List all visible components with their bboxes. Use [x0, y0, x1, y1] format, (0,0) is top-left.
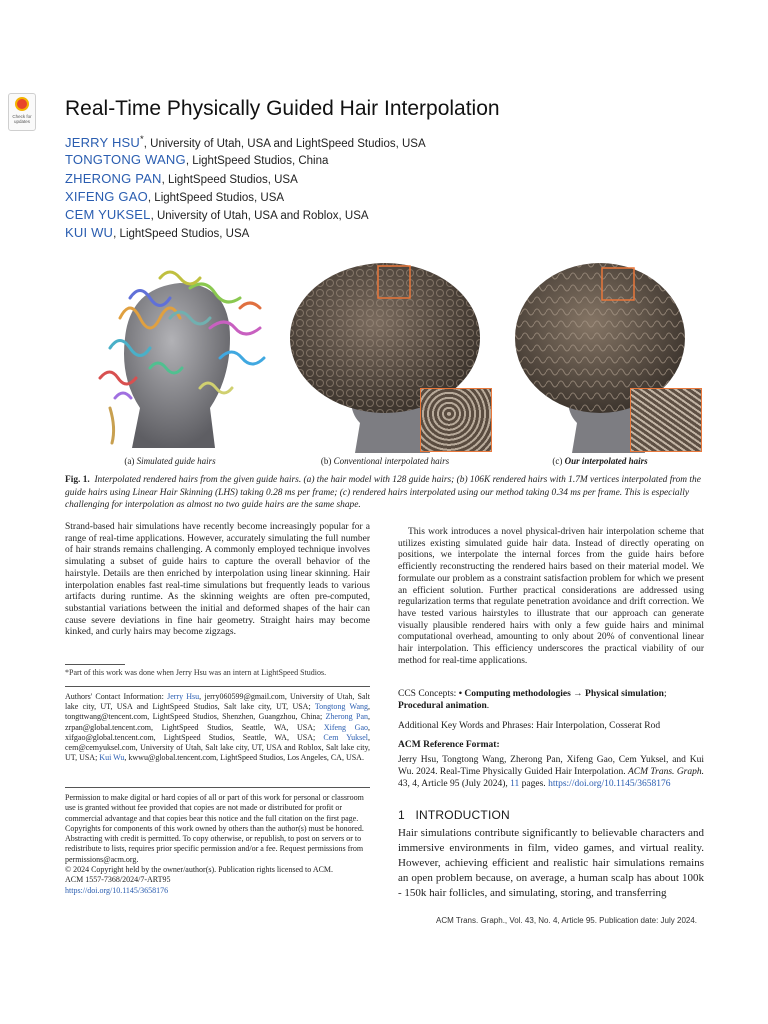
author-name[interactable]: TONGTONG WANG [65, 152, 186, 168]
panel-caption-c: (c) Our interpolated hairs [552, 456, 648, 466]
author-name[interactable]: CEM YUKSEL [65, 207, 151, 223]
contact-rule [65, 686, 370, 687]
section-heading: 1 INTRODUCTION [398, 808, 510, 822]
figure-panel-a [70, 258, 275, 453]
permission-block [65, 793, 370, 896]
keywords: Additional Key Words and Phrases: Hair Interpolation, Cosserat Rod [398, 721, 661, 731]
pages-link[interactable]: 11 [510, 779, 520, 789]
author-5 [65, 207, 426, 225]
contact-info: Authors' Contact Information: Jerry Hsu, jerry060599@gmail.com, University of Utah, Salt lake city, UT, USA and LightSpeed Studios, Salt lake city, UT, USA; Tongtong Wang, tongttwang@tencent.com, LightSpeed Studios, Shenzhen, Guangzhou, China; Zherong Pan, zrpan@global.tencent.com, LightSpeed Studios, Seattle, WA, USA; Xifeng Gao, xifgao@global.tencent.com, LightSpeed Studios, Seattle, WA, USA; Cem Yuksel, cem@cemyuksel.com, University of Utah, Salt lake city, UT, USA and Roblox, Salt lake city, UT, USA; Kui Wu, kwwu@global.tencent.com, LightSpeed Studios, Los Angeles, CA, USA. [65, 692, 370, 763]
issn-line: ACM 1557-7368/2024/7-ART95 [65, 875, 171, 885]
abstract-right: This work introduces a novel physical-driven hair interpolation scheme that utilizes existing simulated guide hair data. Instead of directly operating on positions, we interpolate the internal forces from the guide hairs before efficiently reconstructing the rendered hairs based on their material model. We formulate our problem as a constraint satisfaction problem for which we present an efficient solution. Further practical considerations are addressed using regularization terms that regulate penetration avoidance and drift correction. We have tested various hairstyles to illustrate that our approach can generate visually plausible rendered hairs with only a few guide hairs and minimal computational overhead, amounting to only about 20% of conventional linear hair interpolation. This efficiency underscores the practical viability of our method for real-time applications. [398, 527, 704, 666]
figure-panel-b [285, 258, 495, 453]
author-6 [65, 225, 426, 243]
panel-caption-b: (b) Conventional interpolated hairs [320, 456, 450, 466]
zoom-inset-b [420, 388, 492, 452]
author-2 [65, 152, 426, 170]
permission-text: Permission to make digital or hard copies of all or part of this work for personal or classroom use is granted without fee provided that copies are not made or distributed for profit or commercial advantage and that copies bear this notice and the full citation on the first page. Copyrights for components of this work owned by others than the author(s) must be honored. Abstracting with credit is permitted. To copy otherwise, or republish, to post on servers or to redistribute to lists, requires prior specific permission and/or a fee. Request permissions from permissions@acm.org. [65, 793, 364, 864]
author-affiliation: , LightSpeed Studios, USA [147, 191, 285, 204]
author-link[interactable]: Kui Wu [99, 753, 125, 763]
author-list [65, 134, 426, 244]
panel-caption-a: (a) Simulated guide hairs [124, 456, 216, 466]
author-3 [65, 171, 426, 189]
author-link[interactable]: Tongtong Wang [314, 702, 368, 712]
author-affiliation: , LightSpeed Studios, China [185, 155, 329, 168]
acm-reference-heading: ACM Reference Format: [398, 740, 500, 750]
author-mark: * [140, 134, 144, 145]
author-affiliation: , University of Utah, USA and LightSpeed Studios, USA [143, 137, 426, 150]
author-name[interactable]: KUI WU [65, 225, 114, 241]
permission-rule [65, 787, 370, 788]
figure-caption: Fig. 1. Interpolated rendered hairs from the given guide hairs. (a) the hair model with 128 guide hairs; (b) 106K rendered hairs with 1.7M vertices interpolated from the guide hairs using Linear Hair Skinning (LHS) taking 0.28 ms per frame; (c) rendered hairs interpolated using our method taking 0.34 ms per frame. This is especially challenging for interpolation as almost no two guide hairs are the same shape. [65, 475, 701, 511]
author-name[interactable]: XIFENG GAO [65, 188, 148, 204]
doi-link[interactable]: https://doi.org/10.1145/3658176 [65, 885, 169, 895]
page-footer: ACM Trans. Graph., Vol. 43, No. 4, Article 95. Publication date: July 2024. [436, 916, 698, 925]
author-1 [65, 134, 426, 152]
badge-label: Check for updates [12, 114, 32, 124]
abstract-left: Strand-based hair simulations have recently become increasingly popular for a range of real-time applications. However, accurately simulating the full number of hair strands remains challenging. A commonly employed technique involves simulating a subset of guide hairs to capture the overall behavior of the hairstyle. Details are then enriched by interpolation using linear skinning. Hair interpolation enables fast real-time simulations but frequently leads to various artifacts during runtime. As the skinning weights are often pre-computed, substantial variations between the initial and deformed shapes of the hair can cause severe deviations in fine hair geometry. Straight hairs may become kinked, and curly hairs may become zigzags. [65, 522, 370, 638]
introduction-text: Hair simulations contribute significantly to believable characters and immersive environments in film, video games, and virtual reality. However, achieving efficient and realistic hair simulations remains an open problem because, on average, a human scalp has about 100k - 150k hair follicles, and simulating, storing, and transferring [398, 827, 704, 899]
figure-panel-c [510, 258, 710, 453]
acm-reference: Jerry Hsu, Tongtong Wang, Zherong Pan, Xifeng Gao, Cem Yuksel, and Kui Wu. 2024. Real-Time Physically Guided Hair Interpolation. ACM Trans. Graph. 43, 4, Article 95 (July 2024), 11 pages. https://doi.org/10.1145/3658176 [398, 755, 705, 789]
paper-title: Real-Time Physically Guided Hair Interpolation [65, 97, 500, 120]
check-for-updates-badge[interactable] [8, 93, 36, 131]
author-name[interactable]: JERRY HSU [65, 134, 141, 150]
footnote: *Part of this work was done when Jerry Hsu was an intern at LightSpeed Studios. [65, 668, 327, 677]
author-affiliation: , University of Utah, USA and Roblox, USA [150, 210, 369, 223]
copyright-line: © 2024 Copyright held by the owner/author(s). Publication rights licensed to ACM. [65, 865, 334, 875]
author-name[interactable]: ZHERONG PAN [65, 170, 162, 186]
guide-hair-render [70, 258, 275, 453]
author-link[interactable]: Cem Yuksel [323, 732, 368, 742]
reference-doi-link[interactable]: https://doi.org/10.1145/3658176 [548, 779, 671, 789]
author-link[interactable]: Zherong Pan [325, 712, 368, 722]
ccs-concepts: CCS Concepts: • Computing methodologies → Physical simulation; Procedural animation. [398, 689, 667, 711]
footnote-rule [65, 664, 125, 665]
author-link[interactable]: Jerry Hsu [167, 692, 200, 701]
zoom-inset-c [630, 388, 702, 452]
author-4 [65, 189, 426, 207]
update-icon [15, 97, 29, 111]
author-affiliation: , LightSpeed Studios, USA [161, 173, 298, 186]
author-link[interactable]: Xifeng Gao [323, 722, 368, 732]
author-affiliation: , LightSpeed Studios, USA [113, 228, 250, 241]
